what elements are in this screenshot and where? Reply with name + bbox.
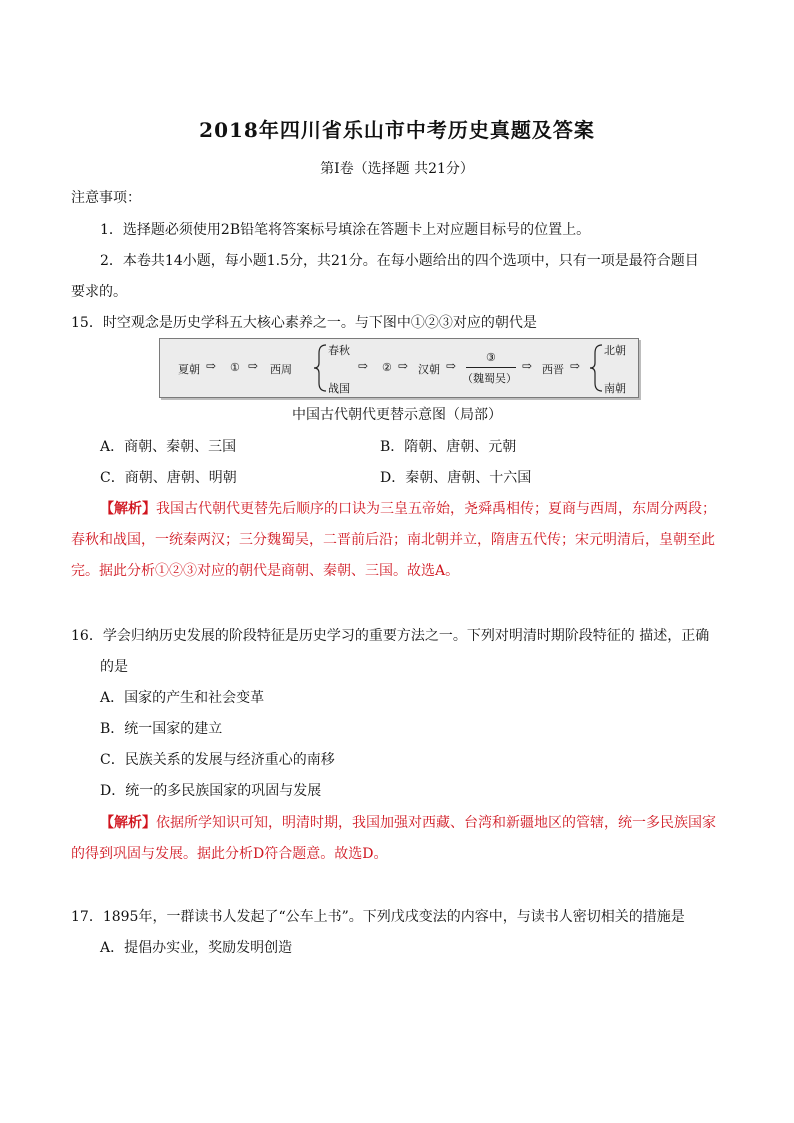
node-circle-3-sub: （魏蜀吴）	[462, 372, 517, 385]
q15-option-a: A．商朝、秦朝、三国	[100, 439, 237, 455]
left-brace-icon	[312, 343, 328, 393]
notice-item-1: 1．选择题必须使用2B铅笔将答案标号填涂在答题卡上对应题目标号的位置上。	[100, 222, 591, 238]
node-zhanguo: 战国	[328, 382, 350, 395]
q15-analysis-line-3: 完。据此分析①②③对应的朝代是商朝、秦朝、三国。故选A。	[71, 563, 460, 579]
analysis-label: 【解析】	[100, 501, 156, 517]
q16-option-d: D．统一的多民族国家的巩固与发展	[100, 783, 322, 799]
node-han: 汉朝	[418, 363, 440, 376]
node-beichao: 北朝	[604, 344, 626, 357]
q16-option-b: B．统一国家的建立	[100, 721, 223, 737]
node-xia: 夏朝	[178, 363, 200, 376]
q17-option-a: A．提倡办实业，奖励发明创造	[100, 940, 293, 956]
notice-heading: 注意事项：	[71, 190, 141, 206]
arrow-icon: ⇨	[206, 359, 217, 373]
q15-option-d: D．秦朝、唐朝、十六国	[380, 470, 532, 486]
arrow-icon: ⇨	[570, 359, 581, 373]
arrow-icon: ⇨	[248, 359, 259, 373]
arrow-icon: ⇨	[446, 359, 457, 373]
node-circle-2: ②	[382, 361, 392, 374]
q16-option-a: A．国家的产生和社会变革	[100, 690, 265, 706]
q15-analysis-line-2: 春秋和战国，一统秦两汉；三分魏蜀吴，二晋前后沿；南北朝并立，隋唐五代传；宋元明清后，皇朝至此	[71, 532, 715, 548]
left-brace-icon	[588, 343, 604, 393]
section-subtitle: 第Ⅰ卷（选择题 共21分）	[320, 161, 474, 177]
arrow-icon: ⇨	[358, 359, 369, 373]
q16-stem-cont: 的是	[100, 659, 128, 675]
arrow-icon: ⇨	[522, 359, 533, 373]
q17-stem: 17．1895年，一群读书人发起了“公车上书”。下列戊戌变法的内容中，与读书人密切相关的措施是	[71, 909, 685, 925]
q15-stem: 15．时空观念是历史学科五大核心素养之一。与下图中①②③对应的朝代是	[71, 315, 537, 331]
q16-analysis-line-1: 【解析】依据所学知识可知，明清时期，我国加强对西藏、台湾和新疆地区的管辖，统一多民族国家	[100, 815, 716, 831]
analysis-label: 【解析】	[100, 815, 156, 831]
q16-analysis-line-2: 的得到巩固与发展。据此分析D符合题意。故选D。	[71, 846, 388, 862]
q15-option-c: C．商朝、唐朝、明朝	[100, 470, 237, 486]
q15-option-b: B．隋朝、唐朝、元朝	[380, 439, 517, 455]
q15-analysis-line-1: 【解析】我国古代朝代更替先后顺序的口诀为三皇五帝始，尧舜禹相传；夏商与西周，东周分两段；	[100, 501, 716, 517]
node-chunqiu: 春秋	[328, 344, 350, 357]
node-circle-3: ③	[486, 351, 496, 364]
node-xizhou: 西周	[270, 363, 292, 376]
node-circle-1: ①	[230, 361, 240, 374]
fraction-line	[466, 367, 516, 368]
node-xijin: 西晋	[542, 363, 564, 376]
dynasty-diagram	[159, 338, 639, 398]
q16-option-c: C．民族关系的发展与经济重心的南移	[100, 752, 335, 768]
notice-item-2: 2．本卷共14小题，每小题1.5分，共21分。在每小题给出的四个选项中，只有一项是最符合题目	[100, 253, 699, 269]
arrow-icon: ⇨	[398, 359, 409, 373]
document-title: 2018年四川省乐山市中考历史真题及答案	[199, 118, 595, 142]
diagram-caption: 中国古代朝代更替示意图（局部）	[292, 407, 502, 423]
notice-item-2-cont: 要求的。	[71, 284, 127, 300]
q16-stem: 16．学会归纳历史发展的阶段特征是历史学习的重要方法之一。下列对明清时期阶段特征的 描述，正确	[71, 628, 710, 644]
node-nanchao: 南朝	[604, 382, 626, 395]
